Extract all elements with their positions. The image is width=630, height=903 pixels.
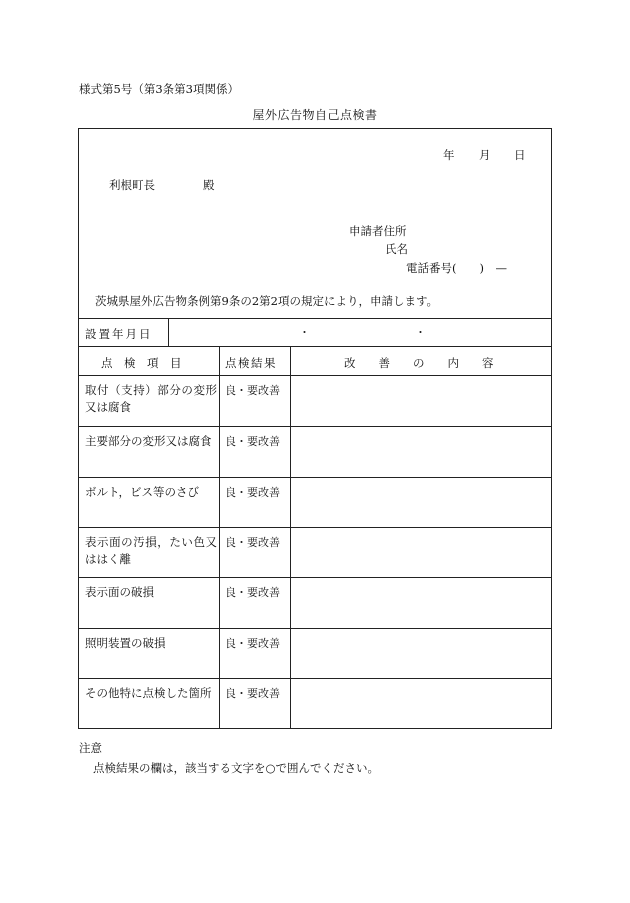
date-month-label: 月	[479, 148, 491, 162]
rule-header-bottom	[79, 375, 551, 376]
remarks-cell[interactable]	[291, 680, 551, 728]
header-improvement-details: 改 善 の 内 容	[344, 356, 494, 370]
setup-date-label: 設置年月日	[85, 327, 153, 341]
item-other-inspected: その他特に点検した箇所	[85, 686, 212, 700]
result-surface-damage[interactable]: 良・要改善	[225, 586, 280, 599]
applicant-name-label: 氏名	[385, 242, 408, 256]
document-title: 屋外広告物自己点検書	[252, 108, 378, 122]
result-main-part-deformation[interactable]: 良・要改善	[225, 435, 280, 448]
form-box	[78, 128, 552, 729]
item-surface-damage: 表示面の破損	[85, 585, 154, 599]
remarks-cell[interactable]	[291, 579, 551, 627]
date-year-label: 年	[443, 148, 455, 162]
rule-row-2	[79, 477, 551, 478]
result-surface-stain[interactable]: 良・要改善	[225, 536, 280, 549]
result-lighting-damage[interactable]: 良・要改善	[225, 637, 280, 650]
remarks-cell[interactable]	[291, 428, 551, 476]
item-surface-stain: 表示面の汚損，たい色又ははく離	[85, 535, 217, 566]
date-day-label: 日	[514, 148, 526, 162]
header-inspection-result: 点検結果	[225, 356, 277, 370]
setup-date-separator: ・	[299, 326, 310, 339]
application-statement: 茨城県屋外広告物条例第9条の2第2項の規定により，申請します。	[95, 294, 439, 308]
item-lighting-damage: 照明装置の破損	[85, 636, 166, 650]
result-mount-deformation[interactable]: 良・要改善	[225, 384, 280, 397]
remarks-cell[interactable]	[291, 630, 551, 678]
rule-row-4	[79, 577, 551, 578]
item-mount-deformation: 取付（支持）部分の変形又は腐食	[85, 383, 217, 414]
rule-col-item-divider	[219, 346, 220, 729]
rule-row-1	[79, 426, 551, 427]
addressee	[109, 177, 215, 193]
note-text: 点検結果の欄は，該当する文字を○で囲んでください。	[93, 761, 380, 775]
rule-header-top	[79, 346, 551, 347]
remarks-cell[interactable]	[291, 529, 551, 577]
rule-row-5	[79, 628, 551, 629]
rule-row-3	[79, 527, 551, 528]
applicant-phone-label: 電話番号( ) —	[406, 261, 507, 275]
addressee-name: 利根町長	[109, 178, 155, 192]
result-bolt-rust[interactable]: 良・要改善	[225, 486, 280, 499]
rule-setup-date-top	[79, 318, 551, 319]
header-inspection-item: 点 検 項 目	[101, 356, 182, 370]
item-bolt-rust: ボルト，ビス等のさび	[85, 485, 199, 499]
addressee-honorific: 殿	[203, 178, 215, 192]
remarks-cell[interactable]	[291, 479, 551, 527]
form-number-label: 様式第5号（第3条第3項関係）	[79, 82, 239, 96]
rule-row-6	[79, 678, 551, 679]
setup-date-separator: ・	[415, 326, 426, 339]
result-other-inspected[interactable]: 良・要改善	[225, 687, 280, 700]
remarks-cell[interactable]	[291, 377, 551, 425]
note-heading: 注意	[79, 741, 102, 755]
rule-setup-date-divider	[168, 318, 169, 346]
item-main-part-deformation: 主要部分の変形又は腐食	[85, 434, 212, 448]
applicant-address-label: 申請者住所	[349, 224, 407, 238]
